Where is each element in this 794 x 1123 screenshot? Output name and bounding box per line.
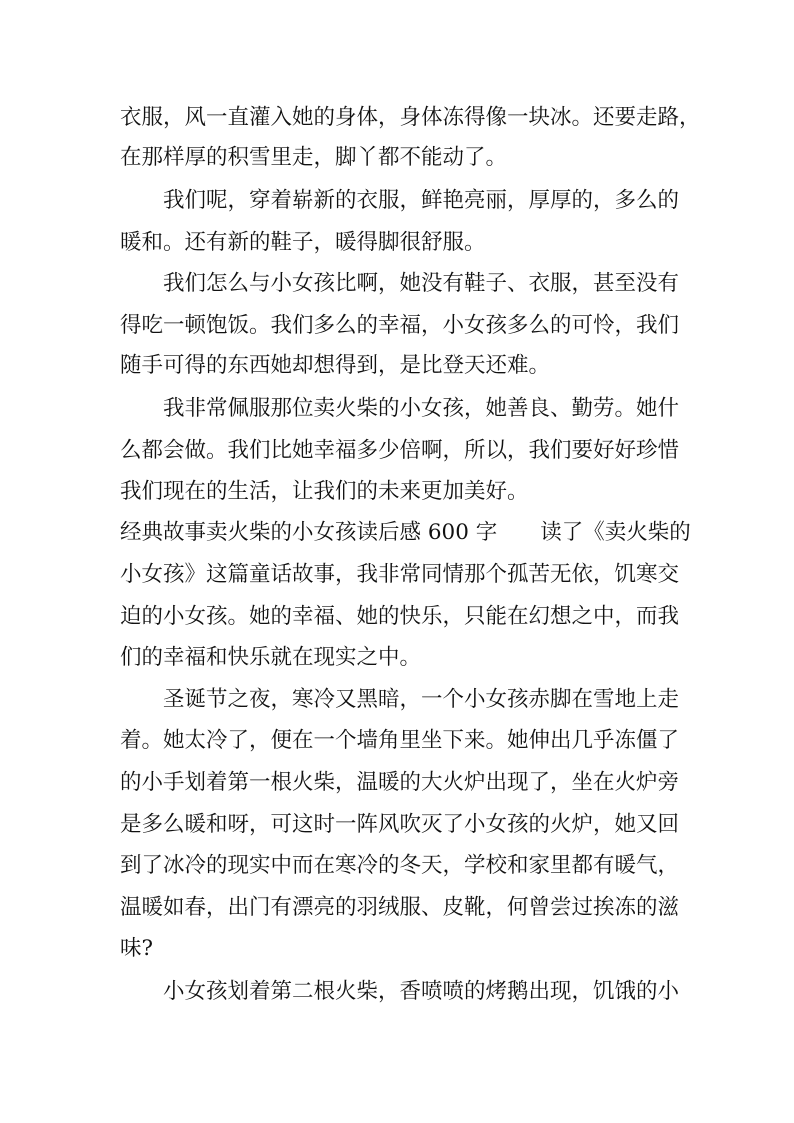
text-line: 衣服，风一直灌入她的身体，身体冻得像一块冰。还要走路，: [120, 105, 701, 130]
text-line: 到了冰冷的现实中而在寒冷的冬天，学校和家里都有暖气，: [120, 853, 680, 878]
text-line: 是多么暖和呀，可这时一阵风吹灭了小女孩的火炉，她又回: [120, 812, 680, 837]
text-line: 我们现在的生活，让我们的未来更加美好。: [120, 479, 529, 504]
text-line: 我们呢，穿着崭新的衣服，鲜艳亮丽，厚厚的，多么的: [163, 188, 680, 213]
text-line: 着。她太冷了，便在一个墙角里坐下来。她伸出几乎冻僵了: [120, 728, 680, 753]
text-line: 迫的小女孩。她的幸福、她的快乐，只能在幻想之中，而我: [120, 604, 680, 629]
text-line: 我非常佩服那位卖火柴的小女孩，她善良、勤劳。她什: [163, 396, 680, 421]
text-line: 温暖如春，出门有漂亮的羽绒服、皮靴，何曾尝过挨冻的滋: [120, 895, 680, 920]
text-line: 味?: [120, 936, 154, 961]
text-line: 的小手划着第一根火柴，温暖的大火炉出现了，坐在火炉旁: [120, 770, 680, 795]
text-line: 圣诞节之夜，寒冷又黑暗，一个小女孩赤脚在雪地上走: [163, 687, 680, 712]
text-line: 我们怎么与小女孩比啊，她没有鞋子、衣服，甚至没有: [163, 271, 680, 296]
text-line: 小女孩划着第二根火柴，香喷喷的烤鹅出现，饥饿的小: [163, 979, 680, 1004]
text-line: 们的幸福和快乐就在现实之中。: [120, 645, 422, 670]
text-line: 随手可得的东西她却想得到，是比登天还难。: [120, 353, 551, 378]
text-line: 在那样厚的积雪里走，脚丫都不能动了。: [120, 145, 508, 170]
text-line: 么都会做。我们比她幸福多少倍啊，所以，我们要好好珍惜: [120, 438, 680, 463]
text-line: 经典故事卖火柴的小女孩读后感 600 字 读了《卖火柴的: [120, 520, 691, 545]
text-line: 小女孩》这篇童话故事，我非常同情那个孤苦无依，饥寒交: [120, 562, 680, 587]
text-line: 暖和。还有新的鞋子，暖得脚很舒服。: [120, 230, 486, 255]
text-line: 得吃一顿饱饭。我们多么的幸福，小女孩多么的可怜，我们: [120, 313, 680, 338]
